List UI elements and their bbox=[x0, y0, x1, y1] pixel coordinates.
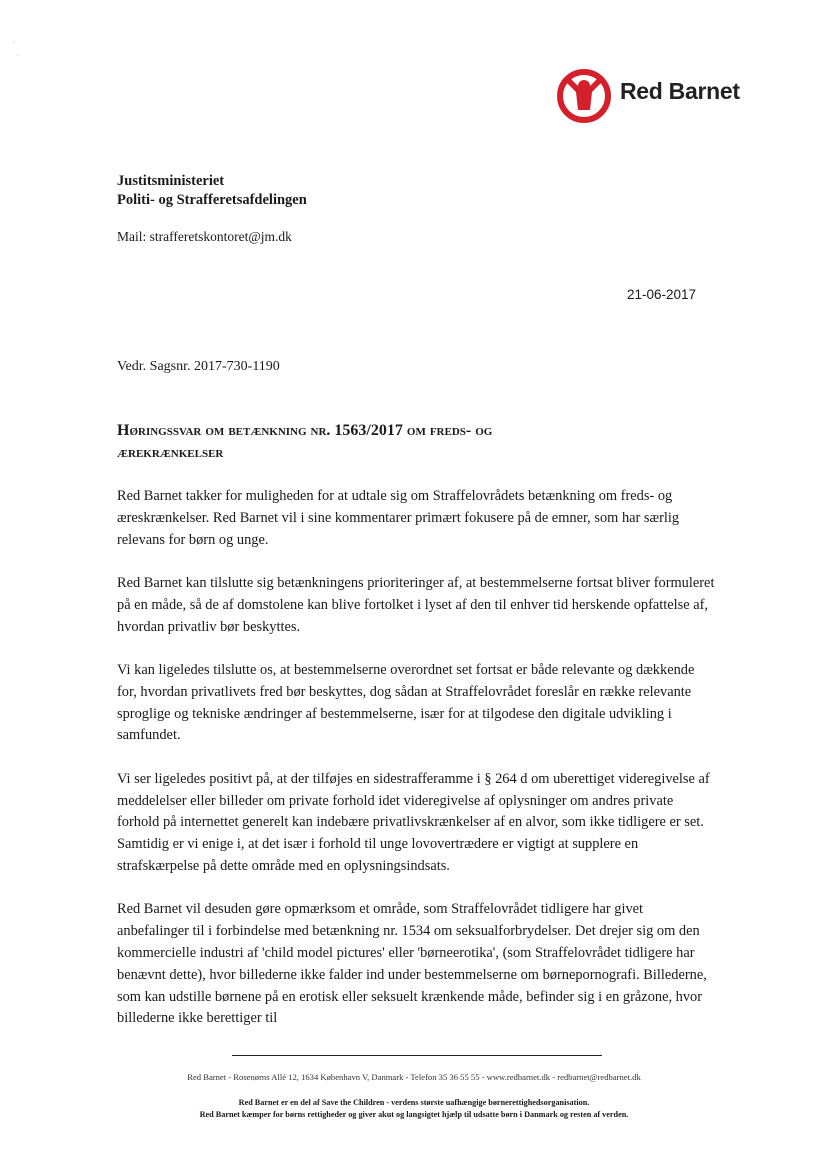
footer-note-line: Red Barnet er en del af Save the Children - verdens største uafhængige børnerettighedsorganisation. bbox=[238, 1098, 590, 1107]
recipient-name: Justitsministeriet bbox=[117, 173, 225, 189]
body-paragraph: Red Barnet takker for muligheden for at udtale sig om Straffelovrådets betænkning om freds- og æreskrænkelser. Red Barnet vil i sine kommentarer primært fokusere på de emner, som har særlig relevans for børn og unge. bbox=[117, 488, 680, 548]
recipient-mail: Mail: strafferetskontoret@jm.dk bbox=[117, 229, 292, 244]
body-paragraph: Red Barnet vil desuden gøre opmærksom et område, som Straffelovrådet tidligere har givet anbefalinger til i forbindelse med betænkning nr. 1534 om seksualforbrydelser. Det drejer sig om den kommercielle industri af 'child model pictures' eller 'børneerotika', (som Straffelovrådet tidligere har benævnt dette), hvor billederne ikke falder ind under bestemmelserne om børnepornografi. Billederne, som kan udstille børnene på en erotisk eller seksuelt krænkende måde, befinder sig i en gråzone, hvor billederne ikke berettiger til bbox=[117, 901, 707, 1027]
case-reference: Vedr. Sagsnr. 2017-730-1190 bbox=[117, 359, 280, 374]
red-barnet-emblem-icon bbox=[556, 66, 614, 124]
footer-divider bbox=[232, 1055, 602, 1056]
letter-body bbox=[117, 486, 717, 1052]
footer-address: Red Barnet - Rosenørns Allé 12, 1634 København V, Danmark - Telefon 35 36 55 55 - www.redbarnet.dk - redbarnet@redbarnet.dk bbox=[187, 1072, 641, 1082]
letter-date: 21-06-2017 bbox=[626, 287, 696, 302]
body-paragraph: Vi kan ligeledes tilslutte os, at bestemmelserne overordnet set fortsat er både relevante og dækkende for, hvordan privatlivets fred bør beskyttes, dog sådan at Straffelovrådet foreslår en række relevante sproglige og tekniske ændringer af bestemmelserne, især for at tilgodese den digitale udvikling i samfundet. bbox=[117, 661, 695, 744]
scan-mark: ˊ bbox=[16, 54, 20, 65]
footer-note bbox=[0, 1097, 828, 1121]
body-paragraph: Vi ser ligeledes positivt på, at der tilføjes en sidestrafferamme i § 264 d om uberettiget videregivelse af meddelelser eller billeder om private forhold idet videregivelse af oplysninger om andres private forhold på internettet generelt kan indebære privatlivskrænkelser af en alvor, som ikke tidligere er set. Samtidig er vi enige i, at det især i forhold til unge lovovertrædere er vigtigt at supplere en strafskærpelse på dette område med en oplysningsindsats. bbox=[117, 770, 710, 874]
heading-line: ærekrænkelser bbox=[117, 444, 224, 461]
recipient-block bbox=[117, 172, 307, 210]
heading-line: Høringssvar om betænkning nr. 1563/2017 om freds- og bbox=[117, 422, 493, 439]
red-barnet-logo bbox=[556, 66, 762, 124]
logo-text: Red Barnet bbox=[620, 78, 740, 104]
scan-mark: · bbox=[12, 38, 16, 49]
footer-note-line: Red Barnet kæmper for børns rettigheder og giver akut og langsigtet hjælp til udsatte børn i Danmark og resten af verden. bbox=[199, 1110, 629, 1119]
recipient-department: Politi- og Strafferetsafdelingen bbox=[117, 192, 307, 208]
letter-heading bbox=[117, 420, 637, 464]
body-paragraph: Red Barnet kan tilslutte sig betænkningens prioriteringer af, at bestemmelserne fortsat bliver formuleret på en måde, så de af domstolene kan blive fortolket i lyset af den til enhver tid herskende opfattelse af, hvordan privatliv bør beskyttes. bbox=[117, 574, 715, 635]
